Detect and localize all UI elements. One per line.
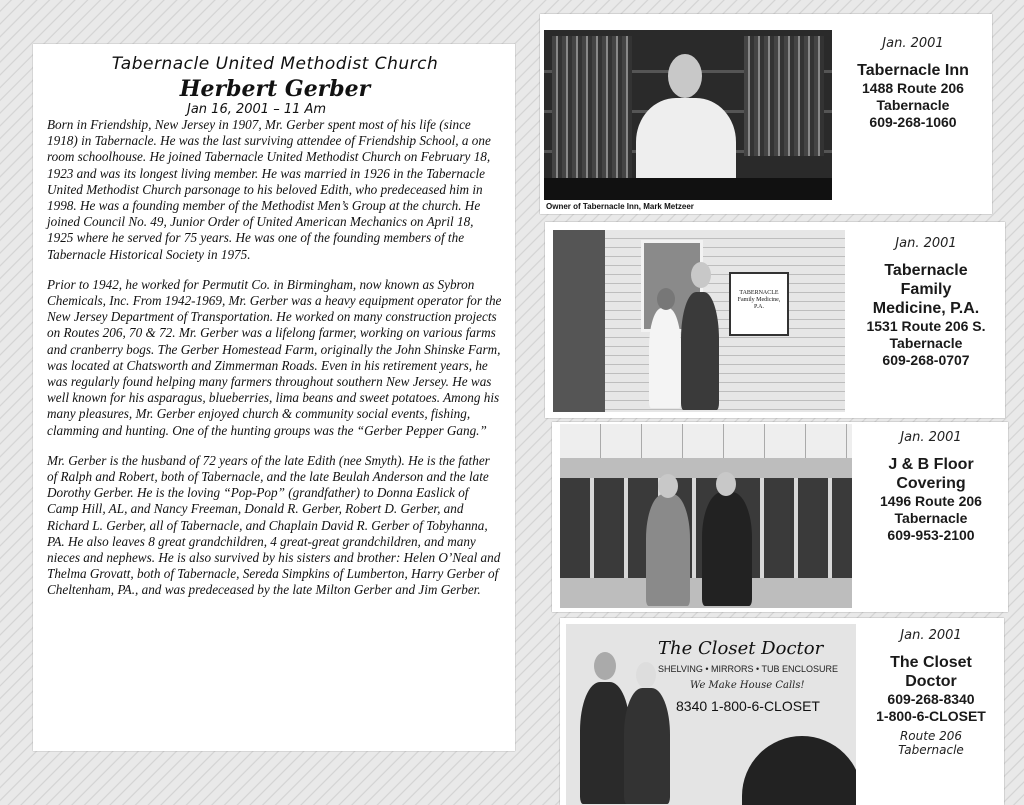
- obituary-date-handwritten: Jan 16, 2001 – 11 Am: [187, 102, 327, 117]
- van-phone: 8340 1-800-6-CLOSET: [676, 698, 820, 714]
- ad-family-medicine: [545, 222, 1005, 418]
- obituary-clipping: [33, 44, 515, 751]
- van-brand: The Closet Doctor: [658, 638, 824, 659]
- ad-info: [856, 430, 1006, 544]
- photo-medical-office: [553, 230, 845, 412]
- ad-date-handwritten: Jan. 2001: [900, 628, 962, 643]
- business-name: Tabernacle Inn: [857, 62, 969, 79]
- photo-showroom: [560, 424, 852, 608]
- town-line: Tabernacle: [876, 97, 950, 113]
- phone-line: 609-268-1060: [869, 114, 957, 130]
- address-line: 1496 Route 206: [880, 493, 982, 509]
- business-name-line-1: Tabernacle: [884, 262, 968, 279]
- ad-info: [838, 36, 988, 131]
- photo-caption: Owner of Tabernacle Inn, Mark Metzeer: [546, 202, 694, 211]
- ad-tabernacle-inn: [540, 14, 992, 214]
- photo-bar-owner: [544, 30, 832, 200]
- toll-free-line: 1-800-6-CLOSET: [876, 708, 986, 724]
- office-sign: TABERNACLE Family Medicine, P.A.: [737, 290, 781, 310]
- ad-date-handwritten: Jan. 2001: [882, 36, 944, 51]
- ad-floor-covering: [552, 422, 1008, 612]
- business-name-line-1: J & B Floor: [888, 456, 974, 473]
- obituary-paragraph-2: Prior to 1942, he worked for Permutit Co. in Birmingham, now known as Sybron Chemicals, Inc. From 1942-1969, Mr. Gerber was a heavy equipment operator for the New Jersey Department of Transportation. He worked on many construction projects on Routes 206, 70 & 72. Mr. Gerber was a lifelong farmer, working on various farms and cranberry bogs. The Gerber Homestead Farm, originally the John Shinske Farm, was located at Chatsworth and Zimmerman Roads. Even in his retirement years, he was regularly found helping many farmers throughout southern New Jersey. He was well known for his asparagus, blueberries, lima beans and sweet potatoes. Among his many pleasures, Mr. Gerber enjoyed church & community social events, fishing, clamming and hunting. One of the hunting groups was the “Gerber Pepper Gang.”: [47, 276, 502, 438]
- phone-line: 609-953-2100: [887, 527, 975, 543]
- ad-info: [860, 628, 1002, 757]
- photo-van: [566, 624, 856, 805]
- obituary-paragraph-3: Mr. Gerber is the husband of 72 years of the late Edith (nee Smyth). He is the father of Ralph and Robert, both of Tabernacle, and the late Beulah Anderson and the late Dorothy Gerber. He is the loving “Pop-Pop” (grandfather) to Donna Easlick of Camp Hill, AL, and Nancy Freeman, Donald R. Gerber, Robert D. Gerber, and Richard L. Gerber, all of Tabernacle, and Chaplain David R. Gerber of Tobyhanna, PA. He also leaves 8 great grandchildren, 4 great-great grandchildren, and many nieces and nephews. He is also survived by his sisters and brother: Helen O’Neal and Thelma Grovatt, both of Tabernacle, Sereda Simpkins of Lumberton, Harry Gerber of Cheltenham, PA., and was predeceased by the late Milton Gerber and Jim Gerber.: [47, 452, 501, 598]
- address-line: 1531 Route 206 S.: [866, 318, 986, 334]
- business-name-line-2: Covering: [896, 475, 966, 492]
- ad-closet-doctor: [560, 618, 1004, 805]
- address-line: 1488 Route 206: [862, 80, 964, 96]
- phone-line: 609-268-0707: [882, 352, 970, 368]
- business-name-line-2: Doctor: [905, 673, 957, 690]
- business-name-line-3: Medicine, P.A.: [872, 300, 980, 317]
- handwritten-note-line-2: Tabernacle: [898, 743, 964, 757]
- town-line: Tabernacle: [889, 335, 963, 351]
- phone-line: 609-268-8340: [887, 691, 975, 707]
- obituary-paragraph-1: Born in Friendship, New Jersey in 1907, Mr. Gerber spent most of his life (since 1918) in Tabernacle. He was the last surviving attendee of Friendship School, a one room schoolhouse. He joined Tabernacle United Methodist Church on February 18, 1923 and was its longest living member. He was married in 1926 in the Tabernacle United Methodist Church parsonage to his beloved Edith, who predeceased him in 1998. He was a founding member of the Methodist Men’s Group at the church. He joined Council No. 49, Junior Order of United American Mechanics on April 18, 1925 where he served for 75 years. He was one of the founding members of the Tabernacle Historical Society in 1975.: [47, 117, 491, 262]
- handwritten-note-line-1: Route 206: [899, 729, 963, 743]
- ad-date-handwritten: Jan. 2001: [900, 430, 962, 445]
- business-name-line-2: Family: [900, 281, 952, 298]
- business-name-line-1: The Closet: [890, 654, 972, 671]
- ad-date-handwritten: Jan. 2001: [895, 236, 957, 251]
- town-line: Tabernacle: [894, 510, 968, 526]
- church-name-handwritten: Tabernacle United Methodist Church: [111, 54, 439, 74]
- van-slogan: We Make House Calls!: [690, 680, 805, 691]
- obituary-name: Herbert Gerber: [179, 76, 371, 102]
- van-services: SHELVING • MIRRORS • TUB ENCLOSURE: [658, 664, 838, 674]
- ad-info: [850, 236, 1002, 369]
